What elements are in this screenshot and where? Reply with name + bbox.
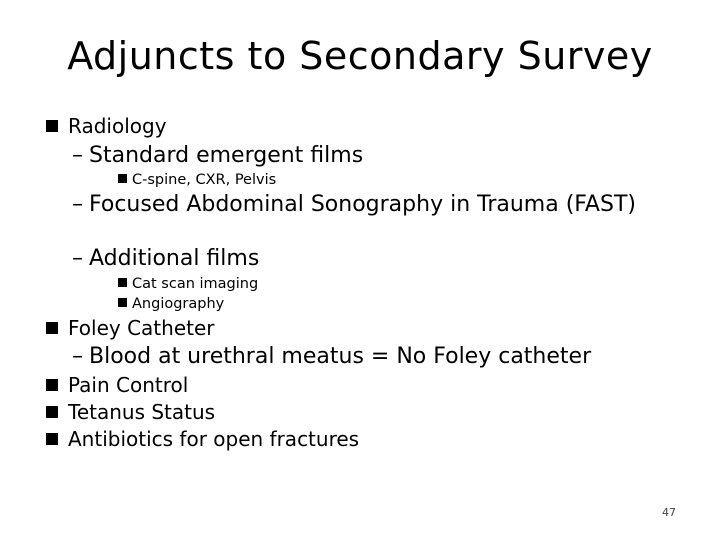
sub-sub-bullet-cat-scan [118,275,258,293]
bullet-text: Standard emergent films [89,143,364,168]
page-number: 47 [662,506,676,519]
slide-title: Adjuncts to Secondary Survey [67,34,653,78]
bullet-text: Antibiotics for open fractures [68,427,360,451]
bullet-text: C-spine, CXR, Pelvis [132,172,277,188]
sub-sub-bullet-angiography [118,295,224,313]
square-bullet-icon [118,174,127,183]
square-bullet-icon [46,379,58,391]
bullet-foley-catheter [46,316,215,340]
bullet-tetanus-status [46,400,215,424]
bullet-text: Angiography [132,296,225,312]
bullet-text: Radiology [68,114,167,138]
sub-bullet-additional-films [72,246,259,272]
sub-bullet-fast [72,192,661,218]
square-bullet-icon [46,433,58,445]
bullet-text: Blood at urethral meatus = No Foley catheter [89,344,592,369]
sub-bullet-standard-films [72,143,363,169]
bullet-text: Foley Catheter [68,316,215,340]
square-bullet-icon [118,298,127,307]
square-bullet-icon [46,322,58,334]
square-bullet-icon [46,406,58,418]
square-bullet-icon [46,120,58,132]
bullet-text: Tetanus Status [68,400,216,424]
dash-bullet-icon: – [72,246,83,271]
dash-bullet-icon: – [72,143,83,168]
bullet-pain-control [46,373,188,397]
bullet-text: Focused Abdominal Sonography in Trauma (FAST) [89,192,636,217]
bullet-antibiotics [46,427,359,451]
bullet-radiology [46,114,167,138]
bullet-text: Additional films [89,246,260,271]
dash-bullet-icon: – [72,192,83,217]
bullet-text: Pain Control [68,373,189,397]
square-bullet-icon [118,278,127,287]
dash-bullet-icon: – [72,344,83,369]
bullet-text: Cat scan imaging [132,276,259,292]
sub-sub-bullet-cspine [118,171,276,189]
sub-bullet-blood-urethral [72,344,591,370]
